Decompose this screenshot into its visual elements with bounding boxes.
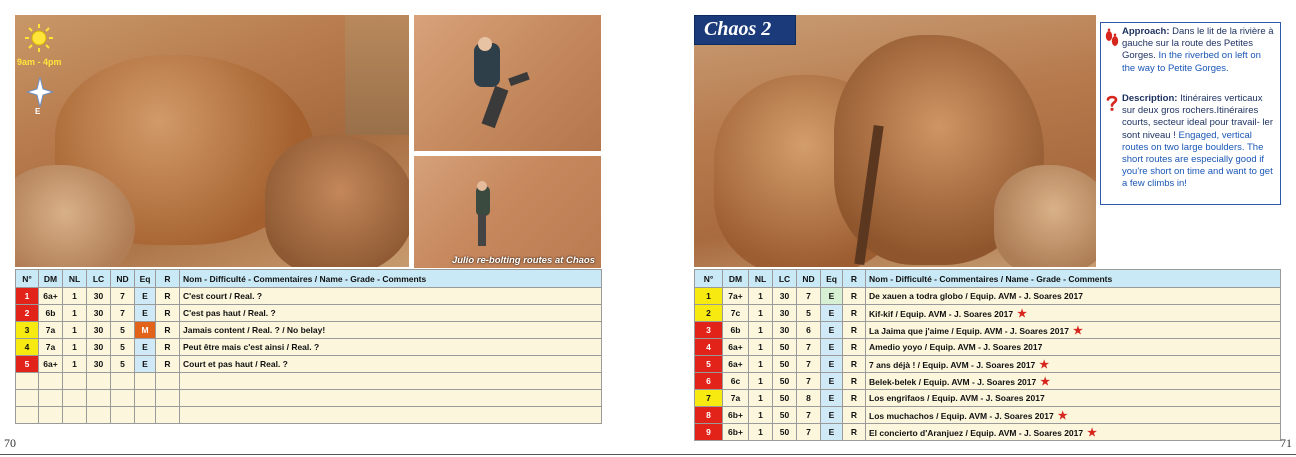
compass-letter: E bbox=[35, 107, 41, 116]
cell-nl: 1 bbox=[749, 373, 773, 390]
approach-en: In the riverbed on left on the way to Petite Gorges. bbox=[1122, 50, 1261, 74]
route-name: Kif-kif / Equip. AVM - J. Soares 2017 bbox=[869, 308, 1014, 319]
cell-eq: E bbox=[821, 390, 843, 407]
cell-nl: 1 bbox=[749, 407, 773, 424]
cell-nom bbox=[180, 322, 602, 339]
cell-nl: 1 bbox=[749, 288, 773, 305]
table-row bbox=[695, 390, 1281, 407]
cell-nd: 7 bbox=[797, 373, 821, 390]
cell-nl: 1 bbox=[63, 356, 87, 373]
cell-r: R bbox=[843, 407, 866, 424]
table-row bbox=[695, 322, 1281, 339]
cell-dm: 6a+ bbox=[39, 288, 63, 305]
cell-dm: 6b+ bbox=[723, 407, 749, 424]
cell-dm: 6a+ bbox=[723, 356, 749, 373]
cell-nl: 1 bbox=[63, 288, 87, 305]
cell-n: 2 bbox=[16, 305, 39, 322]
cell-nl: 1 bbox=[749, 322, 773, 339]
empty-cell bbox=[111, 407, 135, 424]
crag-photo-main bbox=[15, 15, 409, 267]
photo-caption: Julio re-bolting routes at Chaos bbox=[451, 255, 595, 266]
route-name: Amedio yoyo / Equip. AVM - J. Soares 2017 bbox=[869, 342, 1043, 352]
table-row bbox=[695, 424, 1281, 441]
table-row bbox=[695, 339, 1281, 356]
header-dm: DM bbox=[723, 270, 749, 288]
route-name: De xauen a todra globo / Equip. AVM - J. Soares 2017 bbox=[869, 291, 1083, 301]
cell-nom bbox=[180, 339, 602, 356]
cell-lc: 30 bbox=[773, 288, 797, 305]
cell-r: R bbox=[843, 390, 866, 407]
empty-cell bbox=[16, 407, 39, 424]
description-label: Description: bbox=[1122, 93, 1178, 104]
cell-eq: E bbox=[821, 339, 843, 356]
crag-photo-chaos2 bbox=[694, 15, 1096, 267]
table-header-row bbox=[695, 270, 1281, 288]
empty-cell bbox=[111, 373, 135, 390]
cell-lc: 30 bbox=[87, 339, 111, 356]
cell-n: 9 bbox=[695, 424, 723, 441]
cell-n: 1 bbox=[16, 288, 39, 305]
route-name: C'est pas haut / Real. ? bbox=[183, 308, 276, 318]
header-n: N° bbox=[16, 270, 39, 288]
empty-cell bbox=[156, 407, 180, 424]
cell-nom bbox=[866, 407, 1281, 424]
cell-nom bbox=[866, 305, 1281, 322]
description-en: Engaged, vertical routes on two large boulders. The short routes are especially good if you're short on time and want to get a few climbs in! bbox=[1122, 129, 1273, 190]
cell-nom bbox=[866, 322, 1281, 339]
cell-nl: 1 bbox=[749, 390, 773, 407]
footer-rule-left bbox=[0, 454, 648, 455]
compass-icon bbox=[27, 77, 53, 107]
header-nom: Nom - Difficulté - Commentaires / Name - Grade - Comments bbox=[180, 270, 602, 288]
empty-cell bbox=[63, 373, 87, 390]
header-nom: Nom - Difficulté - Commentaires / Name - Grade - Comments bbox=[866, 270, 1281, 288]
route-name: Los muchachos / Equip. AVM - J. Soares 2017 bbox=[869, 410, 1054, 421]
star-icon: ★ bbox=[1039, 358, 1050, 371]
cell-n: 1 bbox=[695, 288, 723, 305]
cell-eq: M bbox=[135, 322, 156, 339]
cell-lc: 30 bbox=[87, 305, 111, 322]
cell-lc: 50 bbox=[773, 407, 797, 424]
sun-time: 9am - 4pm bbox=[17, 57, 62, 67]
cell-dm: 6c bbox=[723, 373, 749, 390]
cell-r: R bbox=[843, 373, 866, 390]
cell-nd: 5 bbox=[111, 356, 135, 373]
star-icon: ★ bbox=[1040, 375, 1051, 388]
cell-r: R bbox=[156, 322, 180, 339]
empty-cell bbox=[180, 390, 602, 407]
route-name: C'est court / Real. ? bbox=[183, 291, 263, 301]
empty-cell bbox=[135, 390, 156, 407]
cell-eq: E bbox=[135, 339, 156, 356]
cell-n: 6 bbox=[695, 373, 723, 390]
empty-cell bbox=[180, 373, 602, 390]
right-page bbox=[648, 0, 1296, 457]
cell-n: 8 bbox=[695, 407, 723, 424]
route-name: Jamais content / Real. ? / No belay! bbox=[183, 325, 326, 335]
cell-nl: 1 bbox=[749, 356, 773, 373]
cell-nl: 1 bbox=[749, 305, 773, 322]
empty-cell bbox=[16, 390, 39, 407]
route-name: 7 ans déjà ! / Equip. AVM - J. Soares 2017 bbox=[869, 359, 1036, 370]
empty-table-row bbox=[16, 407, 602, 424]
cell-dm: 7a bbox=[723, 390, 749, 407]
table-row bbox=[16, 305, 602, 322]
header-dm: DM bbox=[39, 270, 63, 288]
cell-r: R bbox=[843, 339, 866, 356]
approach-fr: Dans le lit de la rivière à gauche sur la route des Petites Gorges. bbox=[1122, 26, 1274, 62]
cell-lc: 30 bbox=[87, 288, 111, 305]
table-row bbox=[695, 288, 1281, 305]
cell-nd: 7 bbox=[797, 339, 821, 356]
cell-r: R bbox=[156, 356, 180, 373]
approach-text bbox=[1122, 26, 1276, 75]
table-row bbox=[16, 356, 602, 373]
cell-nd: 8 bbox=[797, 390, 821, 407]
cell-r: R bbox=[843, 356, 866, 373]
cell-eq: E bbox=[135, 288, 156, 305]
table-row bbox=[695, 305, 1281, 322]
cell-n: 3 bbox=[695, 322, 723, 339]
footprints-icon bbox=[1104, 28, 1120, 50]
cell-n: 7 bbox=[695, 390, 723, 407]
cell-eq: E bbox=[821, 407, 843, 424]
route-table-left bbox=[15, 269, 602, 424]
cell-lc: 50 bbox=[773, 390, 797, 407]
cell-dm: 6a+ bbox=[723, 339, 749, 356]
cell-eq: E bbox=[821, 356, 843, 373]
cell-dm: 6b bbox=[723, 322, 749, 339]
header-n: N° bbox=[695, 270, 723, 288]
cell-r: R bbox=[843, 322, 866, 339]
cell-dm: 7a bbox=[39, 339, 63, 356]
cell-n: 4 bbox=[695, 339, 723, 356]
empty-cell bbox=[39, 390, 63, 407]
footer-rule-right bbox=[648, 454, 1296, 455]
cell-nd: 7 bbox=[797, 288, 821, 305]
cell-nd: 7 bbox=[797, 407, 821, 424]
cell-lc: 50 bbox=[773, 424, 797, 441]
cell-nom bbox=[180, 305, 602, 322]
cell-eq: E bbox=[821, 305, 843, 322]
cell-dm: 6a+ bbox=[39, 356, 63, 373]
cell-eq: E bbox=[821, 288, 843, 305]
empty-cell bbox=[111, 390, 135, 407]
cell-nd: 6 bbox=[797, 322, 821, 339]
cell-eq: E bbox=[821, 373, 843, 390]
cell-nom bbox=[866, 288, 1281, 305]
cell-nd: 7 bbox=[797, 356, 821, 373]
route-name: Peut être mais c'est ainsi / Real. ? bbox=[183, 342, 320, 352]
table-row bbox=[695, 356, 1281, 373]
empty-cell bbox=[63, 390, 87, 407]
empty-cell bbox=[156, 390, 180, 407]
cell-nl: 1 bbox=[63, 322, 87, 339]
climber-photo-top bbox=[414, 15, 601, 151]
empty-cell bbox=[135, 407, 156, 424]
cell-lc: 50 bbox=[773, 339, 797, 356]
empty-cell bbox=[87, 373, 111, 390]
empty-cell bbox=[16, 373, 39, 390]
cell-r: R bbox=[843, 424, 866, 441]
route-name: La Jaima que j'aime / Equip. AVM - J. Soares 2017 bbox=[869, 325, 1069, 336]
cell-dm: 7a bbox=[39, 322, 63, 339]
empty-table-row bbox=[16, 390, 602, 407]
cell-nl: 1 bbox=[749, 424, 773, 441]
header-lc: LC bbox=[773, 270, 797, 288]
cell-eq: E bbox=[135, 356, 156, 373]
cell-nd: 7 bbox=[111, 288, 135, 305]
empty-cell bbox=[87, 390, 111, 407]
table-row bbox=[695, 373, 1281, 390]
table-row bbox=[16, 322, 602, 339]
cell-nl: 1 bbox=[63, 305, 87, 322]
cell-nl: 1 bbox=[749, 339, 773, 356]
cell-lc: 50 bbox=[773, 356, 797, 373]
header-r: R bbox=[156, 270, 180, 288]
header-nl: NL bbox=[63, 270, 87, 288]
cell-lc: 30 bbox=[773, 322, 797, 339]
header-eq: Eq bbox=[821, 270, 843, 288]
star-icon: ★ bbox=[1072, 324, 1083, 337]
cell-dm: 7a+ bbox=[723, 288, 749, 305]
cell-nom bbox=[866, 356, 1281, 373]
star-icon: ★ bbox=[1017, 307, 1027, 320]
cell-dm: 7c bbox=[723, 305, 749, 322]
cell-r: R bbox=[156, 305, 180, 322]
info-box bbox=[1100, 22, 1281, 205]
climber-photo-bottom bbox=[414, 156, 601, 268]
cell-dm: 6b+ bbox=[723, 424, 749, 441]
cell-nd: 7 bbox=[111, 305, 135, 322]
cell-nom bbox=[180, 356, 602, 373]
cell-nom bbox=[866, 390, 1281, 407]
cell-eq: E bbox=[821, 322, 843, 339]
cell-nl: 1 bbox=[63, 339, 87, 356]
cell-nom bbox=[180, 288, 602, 305]
cell-n: 5 bbox=[695, 356, 723, 373]
empty-cell bbox=[63, 407, 87, 424]
empty-table-row bbox=[16, 373, 602, 390]
cell-lc: 30 bbox=[87, 322, 111, 339]
star-icon: ★ bbox=[1057, 409, 1068, 422]
route-name: El concierto d'Aranjuez / Equip. AVM - J. Soares 2017 bbox=[869, 427, 1084, 438]
cell-r: R bbox=[843, 288, 866, 305]
route-table-right bbox=[694, 269, 1281, 441]
cell-nom bbox=[866, 373, 1281, 390]
cell-dm: 6b bbox=[39, 305, 63, 322]
page-number-right: 71 bbox=[1280, 436, 1292, 450]
cell-nom bbox=[866, 339, 1281, 356]
route-name: Court et pas haut / Real. ? bbox=[183, 359, 288, 369]
cell-lc: 50 bbox=[773, 373, 797, 390]
sector-title: Chaos 2 bbox=[694, 15, 796, 45]
header-r: R bbox=[843, 270, 866, 288]
approach-label: Approach: bbox=[1122, 26, 1170, 37]
cell-n: 4 bbox=[16, 339, 39, 356]
cell-n: 3 bbox=[16, 322, 39, 339]
empty-cell bbox=[156, 373, 180, 390]
cell-eq: E bbox=[821, 424, 843, 441]
cell-nd: 5 bbox=[111, 322, 135, 339]
cell-nd: 5 bbox=[797, 305, 821, 322]
route-name: Belek-belek / Equip. AVM - J. Soares 2017 bbox=[869, 376, 1037, 387]
empty-cell bbox=[180, 407, 602, 424]
cell-nom bbox=[866, 424, 1281, 441]
sun-icon bbox=[24, 23, 54, 53]
empty-cell bbox=[39, 373, 63, 390]
cell-lc: 30 bbox=[87, 356, 111, 373]
header-nl: NL bbox=[749, 270, 773, 288]
description-text bbox=[1122, 93, 1276, 191]
star-icon: ★ bbox=[1087, 426, 1097, 439]
table-row bbox=[695, 407, 1281, 424]
description-fr: Itinéraires verticaux sur deux gros rochers.Itinéraires courts, secteur ideal pour travail- ler sont niveau ! bbox=[1122, 93, 1274, 141]
cell-nd: 5 bbox=[111, 339, 135, 356]
table-row bbox=[16, 339, 602, 356]
empty-cell bbox=[135, 373, 156, 390]
table-row bbox=[16, 288, 602, 305]
route-name: Los engrifaos / Equip. AVM - J. Soares 2017 bbox=[869, 393, 1045, 403]
header-lc: LC bbox=[87, 270, 111, 288]
page-number-left: 70 bbox=[4, 436, 16, 450]
cell-n: 5 bbox=[16, 356, 39, 373]
table-header-row bbox=[16, 270, 602, 288]
cell-nd: 7 bbox=[797, 424, 821, 441]
header-nd: ND bbox=[797, 270, 821, 288]
header-eq: Eq bbox=[135, 270, 156, 288]
cell-n: 2 bbox=[695, 305, 723, 322]
empty-cell bbox=[87, 407, 111, 424]
cell-lc: 30 bbox=[773, 305, 797, 322]
cell-r: R bbox=[843, 305, 866, 322]
header-nd: ND bbox=[111, 270, 135, 288]
cell-r: R bbox=[156, 288, 180, 305]
cell-r: R bbox=[156, 339, 180, 356]
question-mark-icon bbox=[1106, 95, 1118, 111]
empty-cell bbox=[39, 407, 63, 424]
cell-eq: E bbox=[135, 305, 156, 322]
